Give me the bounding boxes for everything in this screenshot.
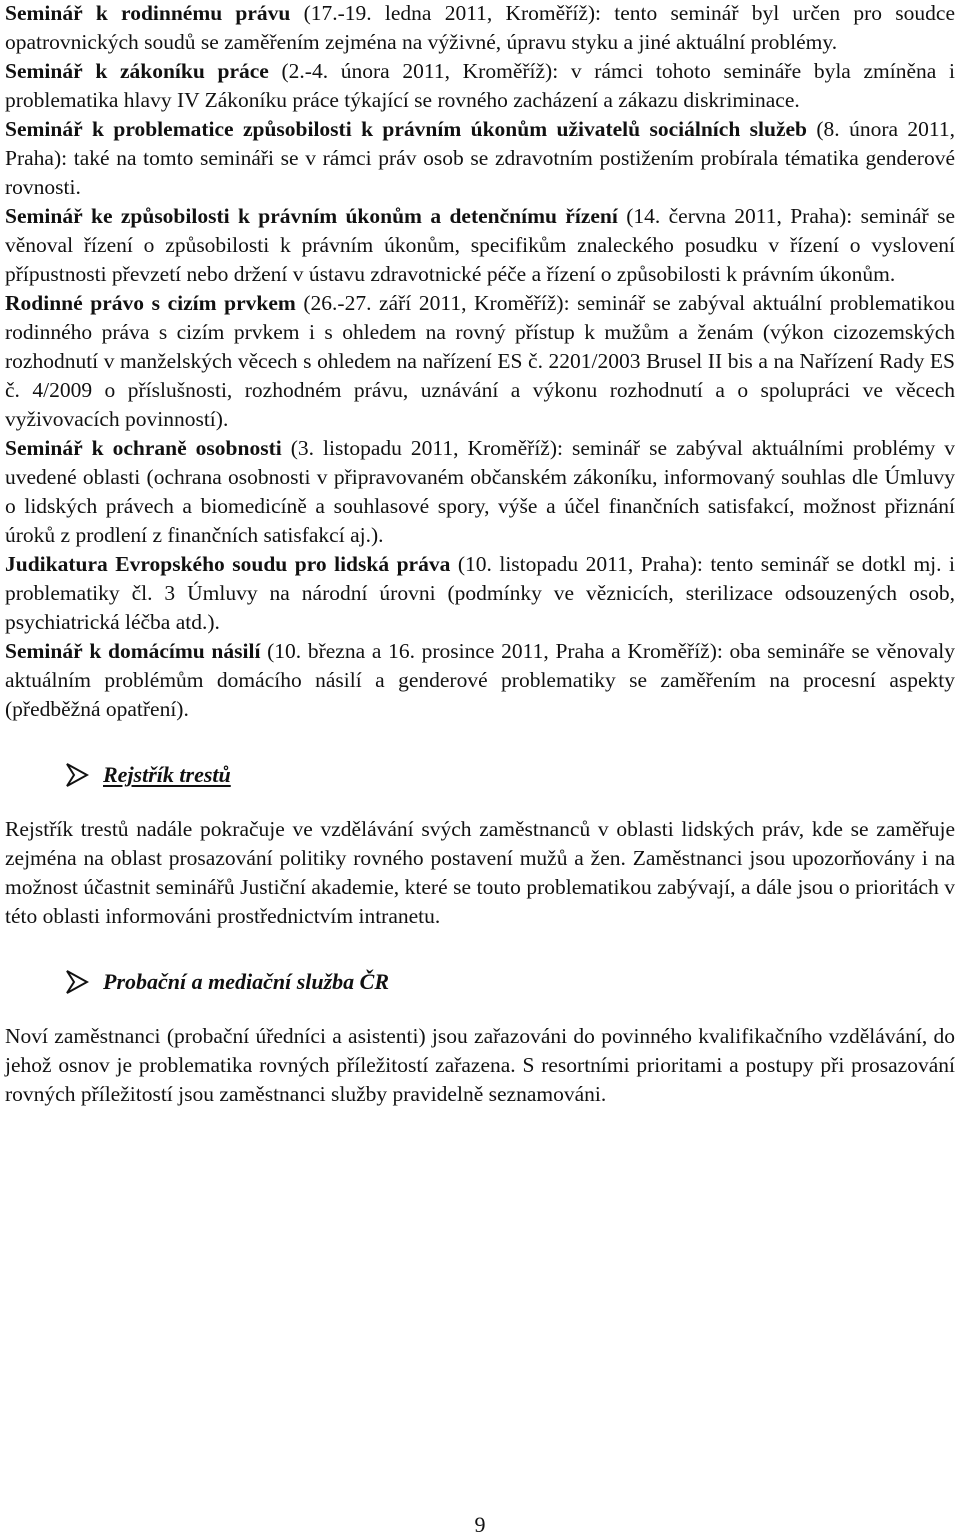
section-title: Probační a mediační služba ČR [103,969,390,994]
seminar-list [5,0,955,724]
section-rejstrik [5,762,955,931]
seminar-paragraph [5,0,955,57]
seminar-title: Rodinné právo s cizím prvkem [5,291,296,315]
section-probacni [5,969,955,1109]
arrowhead-bullet-icon [65,762,89,788]
seminar-title: Judikatura Evropského soudu pro lidská práva [5,552,451,576]
section-heading [5,969,955,995]
seminar-title: Seminář ke způsobilosti k právním úkonům a detenčnímu řízení [5,204,618,228]
section-body: Noví zaměstnanci (probační úředníci a asistenti) jsou zařazováni do povinného kvalifikačního vzdělávání, do jehož osnov je problematika rovných příležitostí zařazena. S resortními prioritami a postupy při prosazování rovných příležitostí jsou zaměstnanci služby pravidelně seznamováni. [5,1024,955,1106]
seminar-title: Seminář k problematice způsobilosti k právním úkonům uživatelů sociálních služeb [5,117,808,141]
section-body: Rejstřík trestů nadále pokračuje ve vzdělávání svých zaměstnanců v oblasti lidských práv, kde se zaměřuje zejména na oblast prosazování politiky rovného postavení mužů a žen. Zaměstnanci jsou upozorňovány i na možnost účastnit seminářů Justiční akademie, které se touto problematikou zabývají, a dále jsou o prioritách v této oblasti informováni prostřednictvím intranetu. [5,817,955,928]
seminar-text: (26.-27. září 2011, Kroměříž): seminář se zabýval aktuální problematikou rodinného práva s cizím prvkem i s ohledem na rovný přístup k mužům a ženám (výkon cizozemských rozhodnutí v manželských věcech s ohledem na nařízení ES č. 2201/2003 Brusel II bis a na Nařízení Rady ES č. 4/2009 o příslušnosti, rozhodném právu, uznávání a výkonu rozhodnutí a o spolupráci ve věcech vyživovacích povinností). [5,291,955,431]
document-page [5,0,955,1109]
seminar-paragraph [5,289,955,434]
seminar-paragraph [5,57,955,115]
seminar-text: (10. listopadu 2011, Praha): tento seminář se dotkl mj. i problematiky čl. 3 Úmluvy na národní úrovni (podmínky ve věznicích, sterilizace odsouzených osob, psychiatrická léčba atd.). [5,552,955,634]
seminar-paragraph [5,115,955,202]
seminar-paragraph [5,202,955,289]
section-heading [5,762,955,788]
seminar-text: (17.-19. ledna 2011, Kroměříž): tento seminář byl určen pro soudce opatrovnických soudů se zaměřením zejména na výživné, úpravu styku a jiné aktuální problémy. [5,1,955,54]
seminar-text: (3. listopadu 2011, Kroměříž): seminář se zabýval aktuálními problémy v uvedené oblasti (ochrana osobnosti v připravovaném občanském zákoníku, informovaný souhlas dle Úmluvy o lidských právech a biomedicíně a souhlasové spory, výše a účel finančních satisfakcí, možnost přiznání úroků z prodlení z finančních satisfakcí aj.). [5,436,955,547]
seminar-title: Seminář k domácímu násilí [5,639,261,663]
seminar-text: (2.-4. února 2011, Kroměříž): v rámci tohoto semináře byla zmíněna i problematika hlavy IV Zákoníku práce týkající se rovného zacházení a zákazu diskriminace. [5,59,955,112]
seminar-title: Seminář k ochraně osobnosti [5,436,282,460]
seminar-title: Seminář k rodinnému právu [5,1,291,25]
seminar-text: (10. března a 16. prosince 2011, Praha a Kroměříž): oba semináře se věnovaly aktuálním problémům domácího násilí a genderové problematiky se zaměřením na procesní aspekty (předběžná opatření). [5,639,955,721]
seminar-text: (8. února 2011, Praha): také na tomto semináři se v rámci práv osob se zdravotním postižením probírala tématika genderové rovnosti. [5,117,955,199]
seminar-title: Seminář k zákoníku práce [5,59,269,83]
page-number: 9 [474,1512,486,1537]
seminar-paragraph [5,637,955,724]
arrowhead-bullet-icon [65,969,89,995]
seminar-paragraph [5,550,955,637]
section-title: Rejstřík trestů [103,762,231,787]
seminar-text: (14. června 2011, Praha): seminář se věnoval řízení o způsobilosti k právním úkonům, specifikům znaleckého posudku v řízení o vyslovení přípustnosti převzetí nebo držení v ústavu zdravotnické péče a řízení o způsobilosti k právním úkonům. [5,204,955,286]
seminar-paragraph [5,434,955,550]
